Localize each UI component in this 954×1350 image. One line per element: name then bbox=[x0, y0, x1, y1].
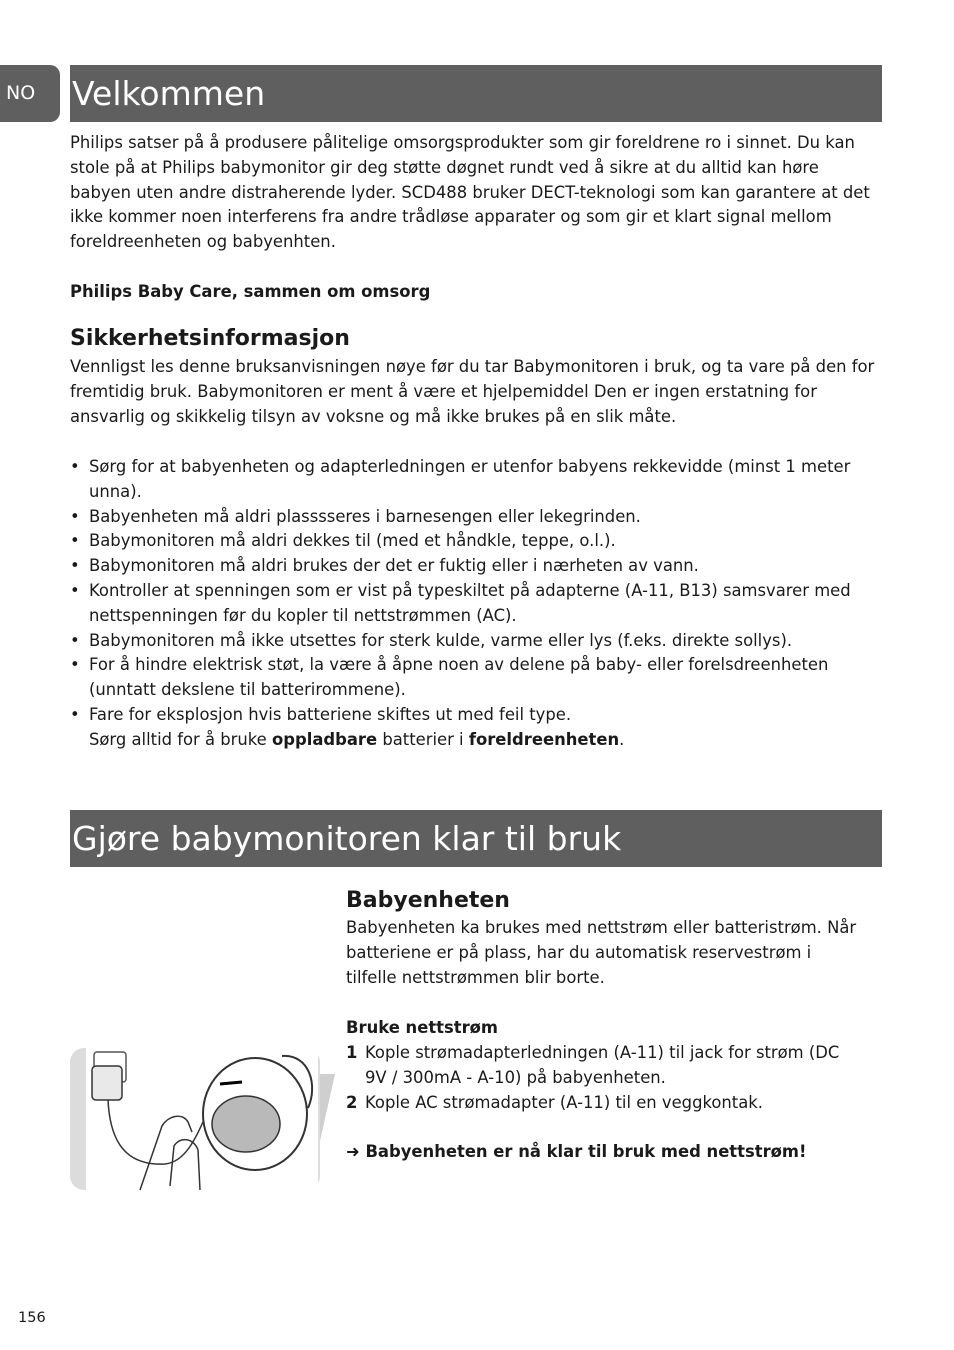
safety-bullet: • Babyenheten må aldri plasssseres i barnesengen eller lekegrinden. bbox=[70, 505, 885, 530]
welcome-title: Velkommen bbox=[70, 65, 882, 122]
illustration-corner-tab bbox=[320, 1074, 335, 1141]
safety-bullet-list bbox=[70, 455, 885, 753]
safety-bullet-battery bbox=[70, 703, 885, 753]
ready-message: ➜ Babyenheten er nå klar til bruk med nettstrøm! bbox=[346, 1142, 807, 1161]
step-text: Kople strømadapterledningen (A-11) til jack for strøm (DC 9V / 300mA - A-10) på babyenheten. bbox=[365, 1043, 840, 1087]
baby-unit-intro: Babyenheten ka brukes med nettstrøm eller batteristrøm. Når batteriene er på plass, har du automatisk reservestrøm i tilfelle nettstrømmen blir borte. bbox=[346, 918, 857, 987]
safety-heading: Sikkerhetsinformasjon bbox=[70, 326, 350, 351]
safety-bullet: • Kontroller at spenningen som er vist på typeskiltet på adapterne (A-11, B13) samsvarer med nettspenningen før du kopler til nettstrømmen (AC). bbox=[70, 579, 885, 629]
safety-bullet: • Babymonitoren må ikke utsettes for sterk kulde, varme eller lys (f.eks. direkte sollys). bbox=[70, 629, 885, 654]
battery-advice-bold: foreldreenheten bbox=[468, 729, 620, 749]
battery-warning-line: Fare for eksplosjon hvis batteriene skiftes ut med feil type. bbox=[89, 704, 572, 724]
step-number: 1 bbox=[346, 1043, 358, 1062]
battery-advice-part: batterier i bbox=[377, 729, 469, 749]
baby-unit-heading: Babyenheten bbox=[346, 888, 510, 913]
page-number: 156 bbox=[18, 1310, 46, 1326]
step-text: Kople AC strømadapter (A-11) til en veggkontak. bbox=[365, 1092, 763, 1112]
mains-power-steps bbox=[346, 1041, 866, 1115]
welcome-intro: Philips satser på å produsere pålitelige omsorgsprodukter som gir foreldrene ro i sinnet. Du kan stole på at Philips babymonitor gir deg støtte døgnet rundt ved å sikre at du alltid kan høre babyen uten andre distraherende lyder. SCD488 bruker DECT-teknologi som kan garantere at det ikke kommer noen interferens fra andre trådløse apparater og som gir et klart signal mellom foreldreenheten og babyenhten. bbox=[70, 133, 870, 252]
battery-advice-bold: oppladbare bbox=[271, 729, 378, 749]
step-item bbox=[346, 1041, 866, 1091]
language-tab: NO bbox=[0, 65, 60, 122]
welcome-tagline: Philips Baby Care, sammen om omsorg bbox=[70, 282, 431, 301]
battery-advice-part: . bbox=[619, 729, 625, 749]
power-adapter-icon bbox=[92, 1066, 122, 1100]
safety-bullet: • Babymonitoren må aldri brukes der det er fuktig eller i nærheten av vann. bbox=[70, 554, 885, 579]
mains-power-heading: Bruke nettstrøm bbox=[346, 1018, 498, 1037]
safety-intro: Vennligst les denne bruksanvisningen nøye før du tar Babymonitoren i bruk, og ta vare på den for fremtidig bruk. Babymonitoren er ment å være et hjelpemiddel Den er ingen erstatning for ansvarlig og skikkelig tilsyn av voksne og må ikke brukes på en slik måte. bbox=[70, 357, 875, 426]
battery-advice-part: Sørg alltid for å bruke bbox=[89, 729, 272, 749]
step-item bbox=[346, 1091, 866, 1116]
safety-bullet: • Sørg for at babyenheten og adapterledningen er utenfor babyens rekkevidde (minst 1 meter unna). bbox=[70, 455, 885, 505]
step-number: 2 bbox=[346, 1092, 358, 1112]
plug-arrow-icon bbox=[220, 1082, 242, 1084]
setup-title: Gjøre babymonitoren klar til bruk bbox=[70, 810, 882, 867]
safety-bullet: • For å hindre elektrisk støt, la være å åpne noen av delene på baby- eller forelsdreenheten (unntatt dekslene til batterirommene). bbox=[70, 653, 885, 703]
speaker-grille-icon bbox=[212, 1096, 280, 1152]
safety-bullet: • Babymonitoren må aldri dekkes til (med et håndkle, teppe, o.l.). bbox=[70, 529, 885, 554]
adapter-illustration bbox=[70, 1046, 335, 1191]
